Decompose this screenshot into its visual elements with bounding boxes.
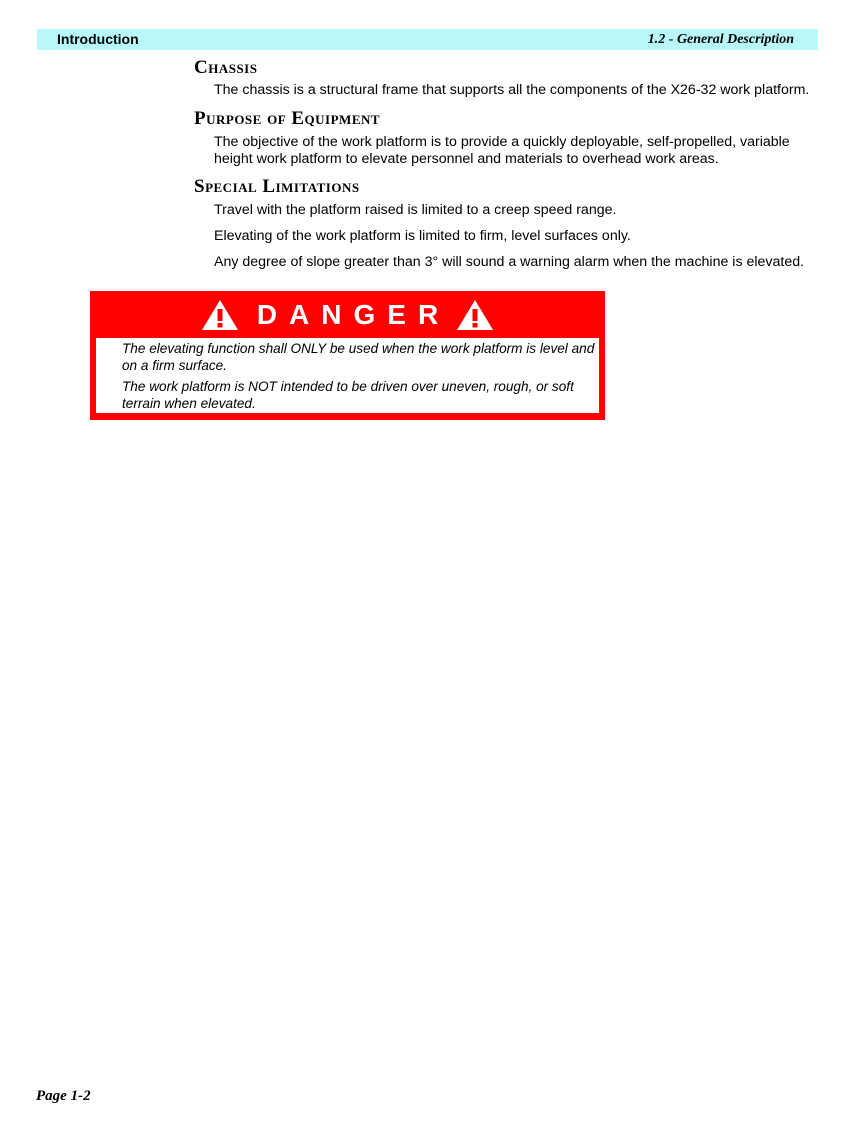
header-section: 1.2 - General Description (647, 32, 794, 47)
danger-header (90, 291, 605, 338)
warning-triangle-icon (201, 299, 239, 331)
danger-body (96, 338, 599, 413)
danger-text: The work platform is NOT intended to be driven over uneven, rough, or soft terrain when elevated. (122, 379, 574, 411)
section-title: Chassis (194, 57, 258, 78)
section-paragraph: Travel with the platform raised is limited to a creep speed range. (214, 202, 617, 218)
page-number: Page 1-2 (36, 1088, 91, 1104)
section-special-limitations (194, 177, 834, 271)
header-chapter: Introduction (57, 31, 139, 47)
section-paragraph: Elevating of the work platform is limited to firm, level surfaces only. (214, 228, 631, 244)
section-title: Purpose of Equipment (194, 108, 381, 129)
section-chassis (194, 58, 834, 99)
danger-callout (90, 291, 605, 420)
section-title: Special Limitations (194, 176, 360, 197)
danger-text: The elevating function shall ONLY be used when the work platform is level and on a firm surface. (122, 341, 595, 373)
section-paragraph: The objective of the work platform is to provide a quickly deployable, self-propelled, variable height work platform to elevate personnel and materials to overhead work areas. (214, 134, 790, 167)
danger-label: DANGER (256, 298, 451, 330)
section-paragraph: The chassis is a structural frame that supports all the components of the X26-32 work platform. (214, 82, 810, 98)
warning-triangle-icon (456, 299, 494, 331)
section-paragraph: Any degree of slope greater than 3° will sound a warning alarm when the machine is elevated. (214, 254, 805, 270)
header-bar (37, 29, 818, 50)
section-purpose-of-equipment (194, 109, 834, 168)
